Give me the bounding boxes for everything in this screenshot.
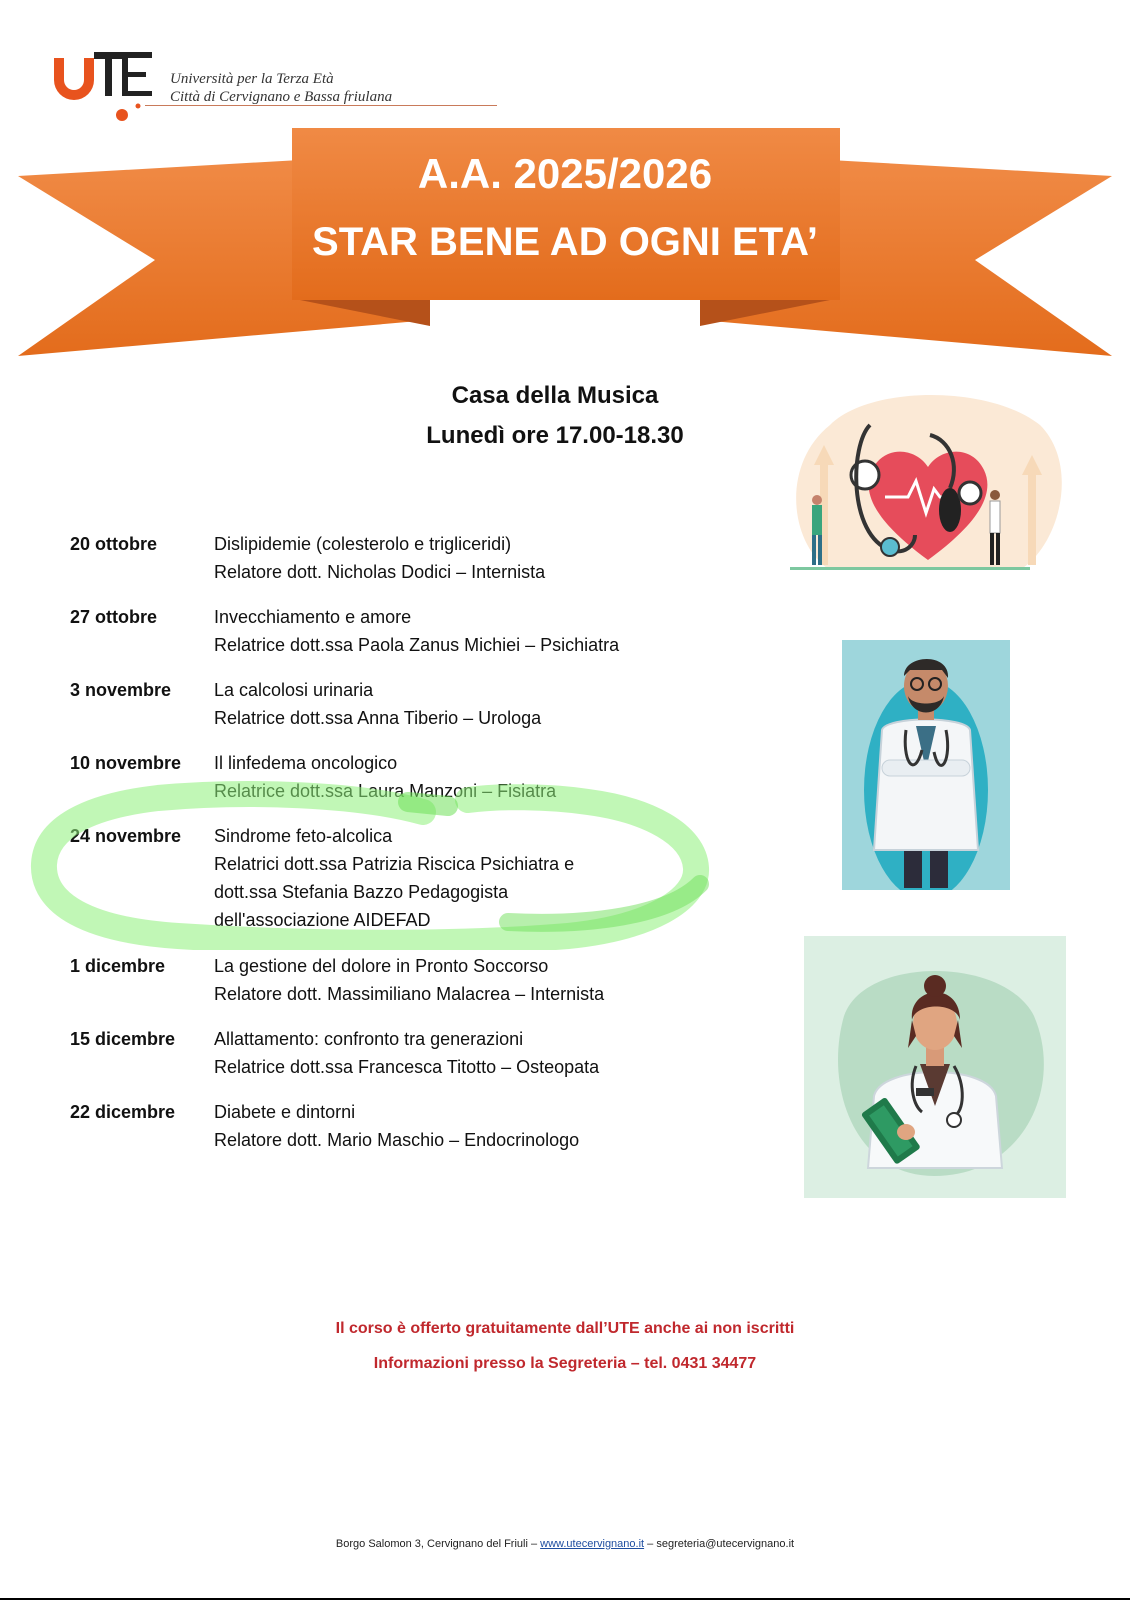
lecture-topic: Il linfedema oncologico [214, 753, 398, 773]
lecture-date: 24 novembre [70, 826, 182, 846]
lecture-topic: La gestione del dolore in Pronto Soccorso [214, 956, 549, 976]
course-title: STAR BENE AD OGNI ETA’ [312, 220, 818, 264]
address-text: Borgo Salomon 3, Cervignano del Friuli – [335, 1538, 538, 1550]
ute-logo [50, 48, 450, 128]
lecture-speaker: Relatrice dott.ssa Anna Tiberio – Urologa [214, 708, 542, 728]
lecture-speaker: Relatrice dott.ssa Laura Manzoni – Fisiatra [214, 781, 557, 801]
venue-place: Casa della Musica [451, 382, 659, 409]
heart-stethoscope-illustration [790, 385, 1066, 585]
free-course-notice: Il corso è offerto gratuitamente dall’UTE anche ai non iscritti [335, 1320, 795, 1337]
lecture-date: 10 novembre [70, 753, 182, 773]
academic-year: A.A. 2025/2026 [417, 150, 713, 197]
female-doctor-illustration [804, 936, 1066, 1198]
lecture-date: 1 dicembre [70, 956, 166, 976]
logo-caption-line1: Università per la Terza Età [170, 71, 334, 87]
lecture-speaker-2: dott.ssa Stefania Bazzo Pedagogista [214, 882, 509, 902]
address-line [0, 1538, 1130, 1550]
logo-caption [170, 70, 392, 106]
info-notice: Informazioni presso la Segreteria – tel. 0431 34477 [373, 1355, 757, 1372]
male-doctor-illustration [842, 640, 1010, 890]
lecture-date: 27 ottobre [70, 607, 158, 627]
lecture-speaker: Relatore dott. Mario Maschio – Endocrinologo [214, 1130, 580, 1150]
lecture-date: 3 novembre [70, 680, 172, 700]
lecture-speaker: Relatrice dott.ssa Paola Zanus Michiei – Psichiatra [214, 635, 620, 655]
venue-time: Lunedì ore 17.00-18.30 [426, 422, 684, 449]
lecture-topic: Dislipidemie (colesterolo e trigliceridi) [214, 534, 512, 554]
lecture-association: dell'associazione AIDEFAD [214, 910, 431, 930]
title-banner [0, 120, 1130, 370]
lecture-topic: Invecchiamento e amore [214, 607, 412, 627]
lecture-topic: Sindrome feto-alcolica [214, 826, 393, 846]
logo-caption-line2: Città di Cervignano e Bassa friulana [170, 89, 393, 105]
ute-logo-mark [50, 48, 160, 126]
lecture-speaker: Relatore dott. Nicholas Dodici – Internista [214, 562, 546, 582]
lecture-topic: Allattamento: confronto tra generazioni [214, 1029, 524, 1049]
lecture-speaker: Relatore dott. Massimiliano Malacrea – Internista [214, 984, 605, 1004]
lecture-date: 20 ottobre [70, 534, 158, 554]
lecture-topic: La calcolosi urinaria [214, 680, 374, 700]
email-text: – segreteria@utecervignano.it [647, 1538, 795, 1550]
lecture-speaker: Relatrici dott.ssa Patrizia Riscica Psichiatra e [214, 854, 575, 874]
lecture-date: 22 dicembre [70, 1102, 176, 1122]
lecture-date: 15 dicembre [70, 1029, 176, 1049]
lecture-topic: Diabete e dintorni [214, 1102, 356, 1122]
website-link[interactable]: www.utecervignano.it [540, 1538, 645, 1550]
lecture-speaker: Relatrice dott.ssa Francesca Titotto – Osteopata [214, 1057, 600, 1077]
